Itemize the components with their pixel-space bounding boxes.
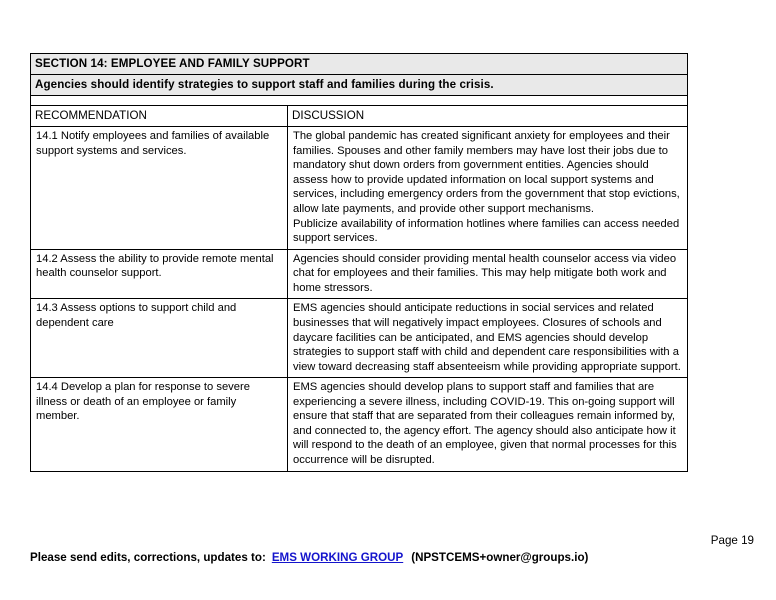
spacer-cell (31, 96, 688, 106)
section-subtitle-row (31, 75, 688, 96)
ems-working-group-link[interactable]: EMS WORKING GROUP (271, 551, 404, 564)
footer-notice (30, 551, 588, 564)
column-header-discussion: DISCUSSION (288, 106, 688, 127)
recommendation-cell: 14.4 Develop a plan for response to severe illness or death of an employee or family member. (31, 378, 288, 471)
spacer-row (31, 96, 688, 106)
table-row (31, 378, 688, 471)
table-row (31, 127, 688, 250)
discussion-cell (288, 378, 688, 471)
discussion-cell (288, 249, 688, 299)
discussion-paragraph: EMS agencies should anticipate reductions in social services and related businesses that will negatively impact employees. Closures of schools and daycare facilities can be anticipated, and EMS agencies should develop strategies to support staff with child and dependent care responsibilities with a view toward decreasing staff absenteeism while providing appropriate support. (293, 302, 681, 373)
section-banner-title: SECTION 14: EMPLOYEE AND FAMILY SUPPORT (31, 54, 688, 75)
discussion-paragraph: Publicize availability of information hotlines where families can access needed support services. (293, 217, 680, 245)
footer-email-text: (NPSTCEMS+owner@groups.io) (411, 551, 589, 564)
section-subtitle: Agencies should identify strategies to support staff and families during the crisis. (31, 75, 688, 96)
column-header-recommendation: RECOMMENDATION (31, 106, 288, 127)
table-row (31, 299, 688, 378)
discussion-cell (288, 299, 688, 378)
section-banner-row (31, 54, 688, 75)
discussion-paragraph: EMS agencies should develop plans to support staff and families that are experiencing a severe illness, including COVID-19. This on-going support will ensure that staff that are separated from their colleagues remain informed by, and connected to, the agency effort. The agency should also anticipate how it will respond to the death of an employee, given that normal processes for this occurrence will be disrupted. (293, 381, 677, 466)
discussion-cell (288, 127, 688, 250)
column-header-row (31, 106, 688, 127)
table-row (31, 249, 688, 299)
recommendation-cell: 14.2 Assess the ability to provide remote mental health counselor support. (31, 249, 288, 299)
section-14-table (30, 53, 688, 472)
recommendation-cell: 14.1 Notify employees and families of available support systems and services. (31, 127, 288, 250)
recommendation-cell: 14.3 Assess options to support child and dependent care (31, 299, 288, 378)
discussion-paragraph: Agencies should consider providing mental health counselor access via video chat for employees and their families. This may help mitigate both work and home stressors. (293, 252, 677, 294)
discussion-paragraph: The global pandemic has created significant anxiety for employees and their families. Spouses and other family members may have lost their jobs due to mandatory shut down orders from government entities. Agencies should assess how to provide updated information on local support systems and services, including emergency orders from the government that stop evictions, allow late payments, and provide other support mechanisms. (293, 130, 680, 215)
footer-notice-prefix: Please send edits, corrections, updates to: (30, 551, 266, 564)
page-number: Page 19 (710, 534, 754, 547)
